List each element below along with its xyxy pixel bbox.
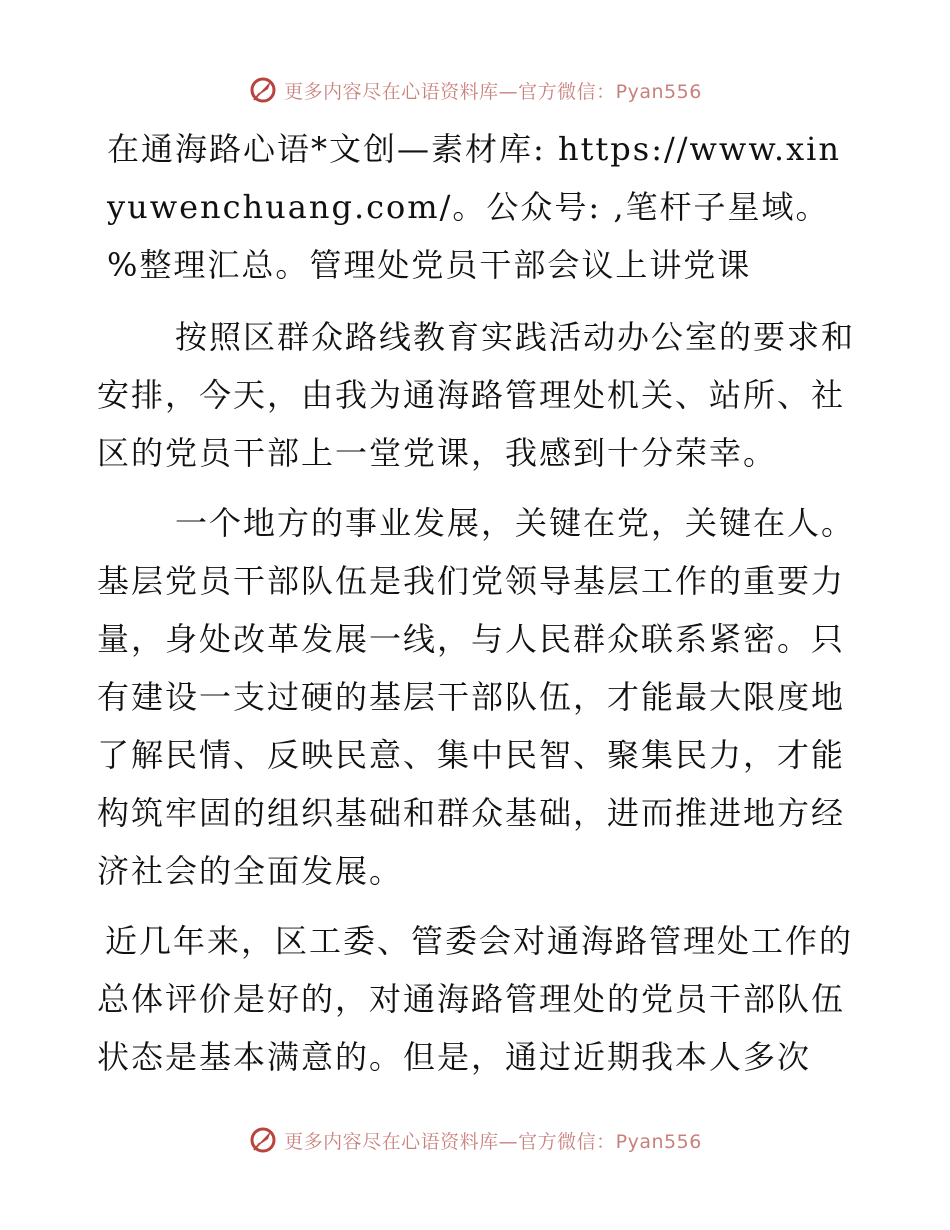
- watermark-text: 更多内容尽在心语资料库—官方微信：Pyan556: [284, 80, 702, 103]
- header-paragraph: 在通海路心语*文创—素材库: https://www.xinyuwenchuang.com/。公众号: ,笔杆子星域。%整理汇总。管理处党员干部会议上讲党课: [107, 130, 841, 284]
- paragraph-intro: 按照区群众路线教育实践活动办公室的要求和安排，今天，由我为通海路管理处机关、站所、社区的党员干部上一堂党课，我感到十分荣幸。: [97, 318, 856, 472]
- paragraph-evaluation: 近几年来，区工委、管委会对通海路管理处工作的总体评价是好的，对通海路管理处的党员干部队伍状态是基本满意的。但是，通过近期我本人多次: [97, 922, 854, 1076]
- red-quill-circle-icon: [248, 1125, 278, 1155]
- red-quill-circle-icon: [248, 75, 278, 105]
- watermark-text: 更多内容尽在心语资料库—官方微信：Pyan556: [284, 1130, 702, 1153]
- document-body: [97, 120, 857, 1086]
- watermark-banner-bottom: [0, 1120, 950, 1160]
- paragraph-development: 一个地方的事业发展，关键在党，关键在人。基层党员干部队伍是我们党领导基层工作的重要力量，身处改革发展一线，与人民群众联系紧密。只有建设一支过硬的基层干部队伍，才能最大限度地了解民情、反映民意、集中民智、聚集民力，才能构筑牢固的组织基础和群众基础，进而推进地方经济社会的全面发展。: [97, 504, 856, 890]
- watermark-banner-top: [0, 70, 950, 110]
